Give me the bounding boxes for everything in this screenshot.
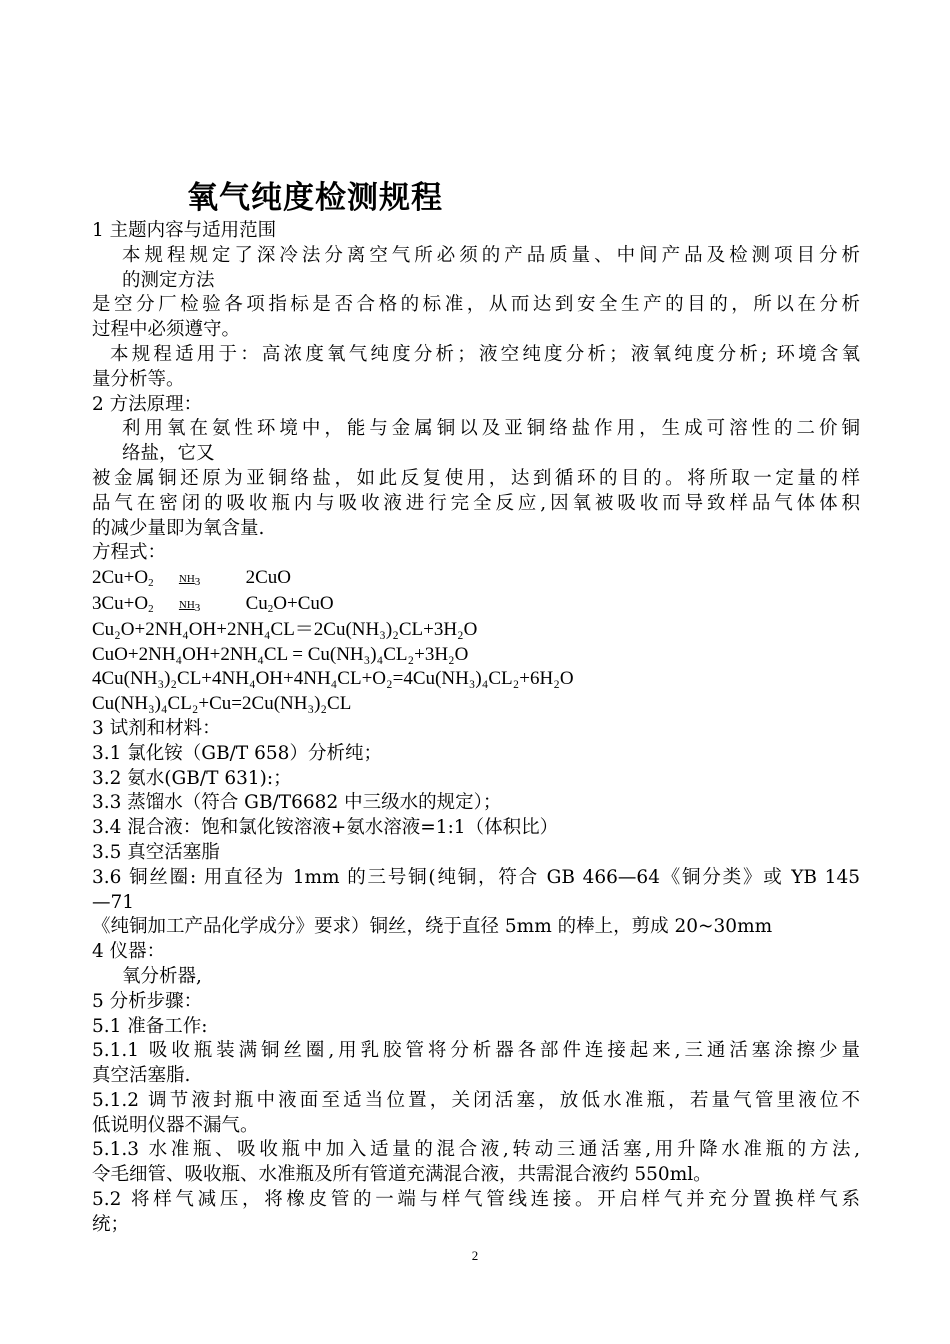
- reaction-condition: $NH_3$: [178, 598, 201, 614]
- paragraph-line: 络盐，它又: [122, 443, 215, 465]
- paragraph-line: 是空分厂检验各项指标是否合格的标准，从而达到安全生产的目的，所以在分析: [92, 294, 860, 316]
- list-item: 5.1.3 水准瓶、吸收瓶中加入适量的混合液,转动三通活塞,用升降水准瓶的方法,: [92, 1139, 860, 1161]
- list-item: 3.6 铜丝圈: 用直径为 1mm 的三号铜(纯铜，符合 GB 466—64《铜分类》或 YB 145: [92, 866, 860, 888]
- equations-label: 方程式：: [92, 542, 167, 564]
- document-title: 氧气纯度检测规程: [187, 180, 443, 216]
- list-item: 统；: [92, 1213, 130, 1235]
- list-item: 真空活塞脂.: [92, 1065, 191, 1087]
- list-item: 5.1.1 吸收瓶装满铜丝圈,用乳胶管将分析器各部件连接起来,三通活塞涂擦少量: [92, 1040, 860, 1062]
- equation-2: $3Cu+O_2$ $NH_3$ $Cu_2O+CuO$: [92, 592, 860, 618]
- list-item: —71: [92, 891, 135, 913]
- list-item: 《纯铜加工产品化学成分》要求）铜丝，绕于直径 5mm 的棒上，剪成 20~30mm: [92, 916, 773, 938]
- equation-1: $2Cu+O_2$ $NH_3$ 2CuO: [92, 566, 860, 592]
- equation-3: Cu₂O+2NH₄OH+2NH₄CL＝2Cu(NH₃)₂CL+3H₂O: [92, 618, 478, 640]
- section-3-heading: 3 试剂和材料：: [92, 717, 221, 739]
- section-4-heading: 4 仪器：: [92, 941, 166, 963]
- section-1-heading: 1 主题内容与适用范围: [92, 220, 277, 241]
- equation-5: 4Cu(NH₃)₂CL+4NH₄OH+4NH₄CL+O₂=4Cu(NH₃)₄CL₂+6H₂O: [92, 668, 574, 690]
- equation-6: Cu(NH₃)₄CL₂+Cu=2Cu(NH₃)₂CL: [92, 693, 352, 715]
- list-item: 5.1.2 调节液封瓶中液面至适当位置，关闭活塞，放低水准瓶，若量气管里液位不: [92, 1089, 860, 1111]
- paragraph-line: 被金属铜还原为亚铜络盐，如此反复使用，达到循环的目的。将所取一定量的样: [92, 467, 860, 489]
- list-item: 3.3 蒸馏水（符合 GB/T6682 中三级水的规定）；: [92, 792, 502, 814]
- paragraph-line: 的测定方法: [122, 269, 215, 291]
- list-item: 5.2 将样气减压，将橡皮管的一端与样气管线连接。开启样气并充分置换样气系: [92, 1189, 860, 1211]
- paragraph-line: 本规程适用于：高浓度氧气纯度分析；液空纯度分析；液氧纯度分析; 环境含氧: [110, 343, 860, 365]
- paragraph-line: 利用氧在氨性环境中，能与金属铜以及亚铜络盐作用，生成可溶性的二价铜: [122, 418, 860, 440]
- equation-4: CuO+2NH₄OH+2NH₄CL = Cu(NH₃)₄CL₂+3H₂O: [92, 643, 469, 665]
- paragraph-line: 量分析等。: [92, 368, 185, 390]
- paragraph-line: 过程中必须遵守。: [92, 319, 241, 341]
- document-body: [92, 219, 860, 1238]
- paragraph-line: 品气在密闭的吸收瓶内与吸收液进行完全反应,因氧被吸收而导致样品气体体积: [92, 492, 860, 514]
- section-5-heading: 5 分析步骤：: [92, 990, 203, 1012]
- list-item: 令毛细管、吸收瓶、水准瓶及所有管道充满混合液，共需混合液约 550ml。: [92, 1164, 712, 1186]
- paragraph-line: 本规程规定了深冷法分离空气所必须的产品质量、中间产品及检测项目分析: [122, 244, 860, 266]
- list-item: 氧分析器,: [122, 965, 202, 987]
- paragraph-line: 的减少量即为氧含量.: [92, 517, 265, 539]
- list-item: 低说明仪器不漏气。: [92, 1114, 259, 1136]
- list-item: 3.2 氨水(GB/T 631):；: [92, 767, 292, 789]
- list-item: 3.4 混合液：饱和氯化铵溶液+氨水溶液=1:1（体积比）: [92, 817, 559, 839]
- reaction-condition: $NH_3$: [178, 573, 201, 589]
- section-2-heading: 2 方法原理：: [92, 393, 203, 415]
- page-number: 2: [471, 1248, 479, 1263]
- list-item: 3.5 真空活塞脂: [92, 841, 220, 863]
- list-item: 5.1 准备工作:: [92, 1015, 208, 1037]
- list-item: 3.1 氯化铵（GB/T 658）分析纯；: [92, 742, 382, 764]
